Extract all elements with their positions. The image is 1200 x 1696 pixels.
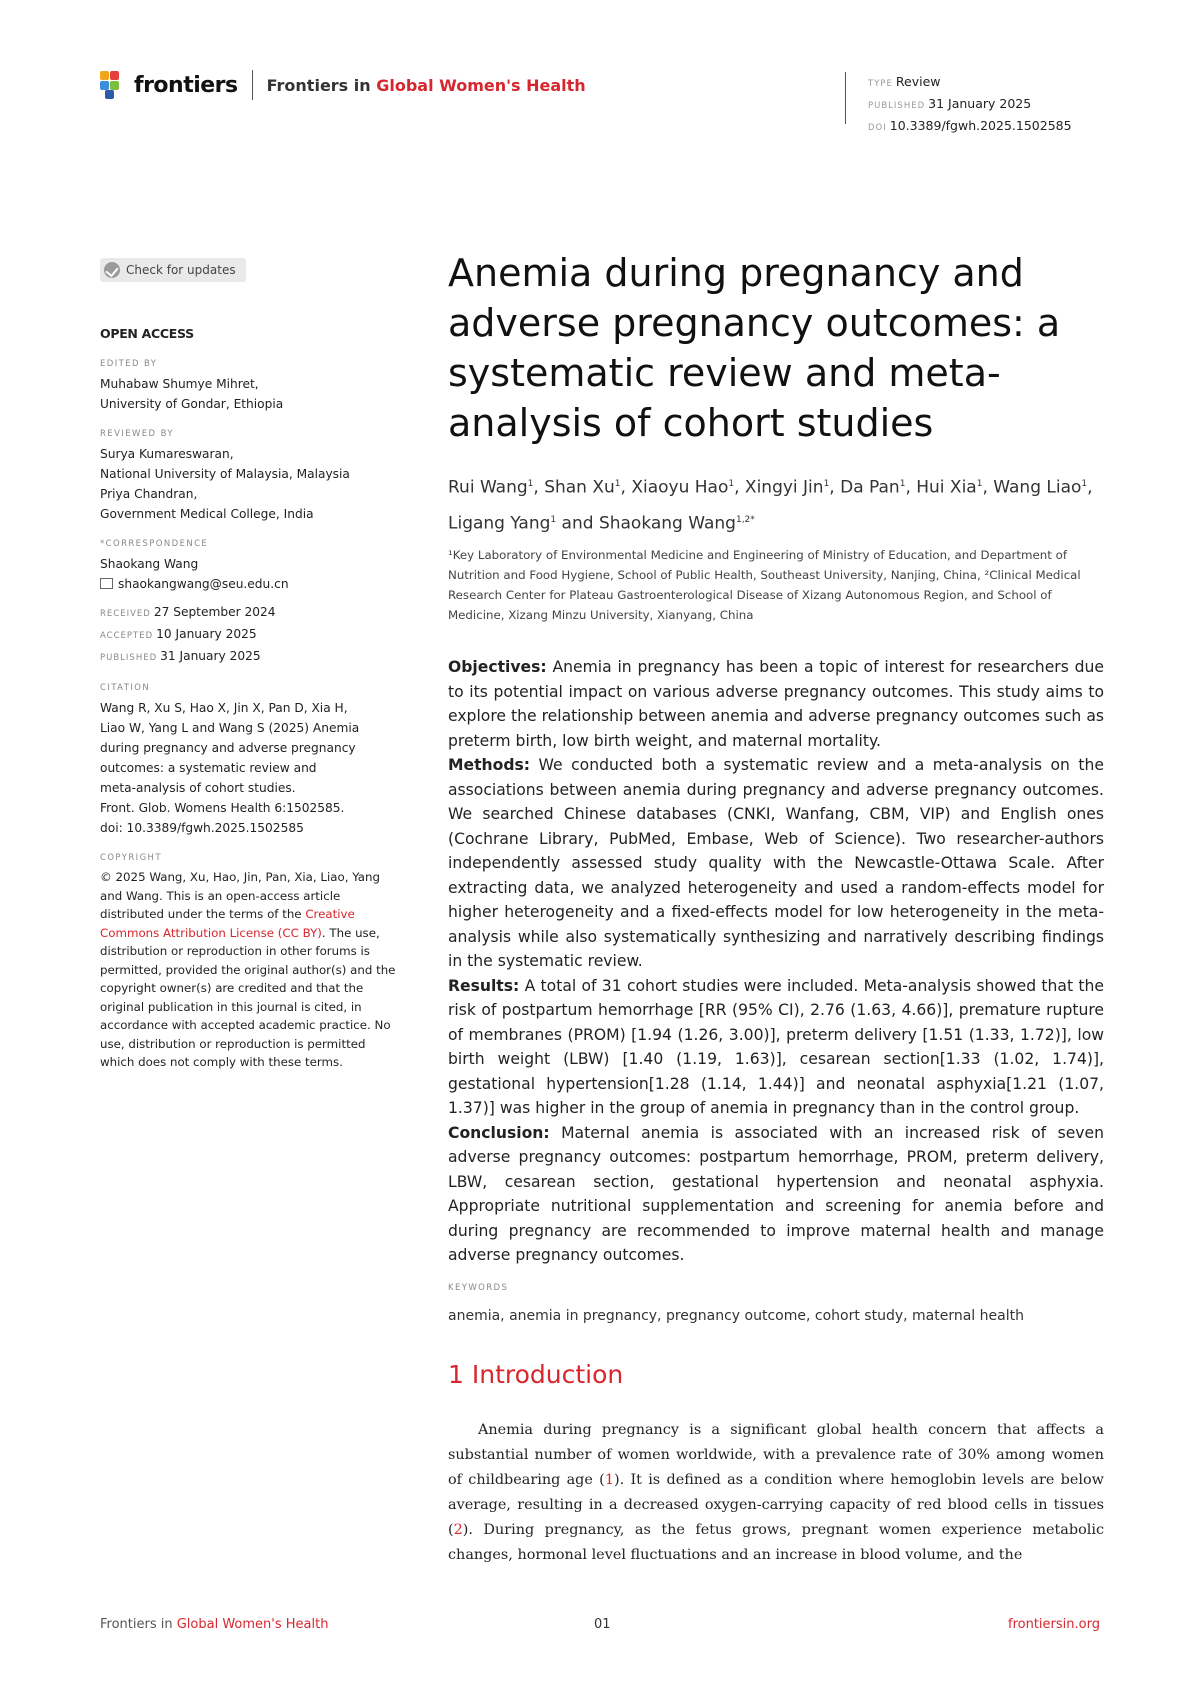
- correspondence-email[interactable]: shaokangwang@seu.edu.cn: [118, 577, 289, 591]
- published-date: 31 January 2025: [160, 649, 261, 663]
- author-name[interactable]: Xiaoyu Hao: [631, 477, 729, 498]
- mail-icon: [100, 578, 113, 589]
- edited-by-label: EDITED BY: [100, 359, 158, 369]
- abstract-objectives: [448, 655, 1104, 753]
- author-affil-sup: 1: [527, 479, 534, 489]
- affiliations: ¹Key Laboratory of Environmental Medicine and Engineering of Ministry of Education, and Department of Nutrition and Food Hygiene, School of Public Health, Southeast University, Nanjing, China, ²Clinical Medical Research Center for Plateau Gastroenterological Disease of Xizang Autonomous Region, and School of Medicine, Xizang Minzu University, Xianyang, China: [448, 548, 1081, 622]
- brand-name: frontiers: [134, 72, 238, 98]
- reference-link[interactable]: 1: [604, 1472, 614, 1488]
- article-title: Anemia during pregnancy and adverse pregnancy outcomes: a systematic review and meta-analysis of cohort studies: [448, 251, 1061, 445]
- author-name[interactable]: Rui Wang: [448, 477, 528, 498]
- check-updates-button[interactable]: [100, 258, 246, 282]
- open-access-label: OPEN ACCESS: [100, 326, 194, 341]
- copyright-text: [100, 868, 400, 1072]
- section-label: Conclusion:: [448, 1123, 550, 1142]
- author-affil-sup: 1: [899, 479, 906, 489]
- author-name[interactable]: Xingyi Jin: [744, 477, 824, 498]
- published-value: 31 January 2025: [928, 96, 1032, 111]
- author-name[interactable]: Shan Xu: [544, 477, 615, 498]
- editor-name: Muhabaw Shumye Mihret,: [100, 377, 259, 391]
- received-row: [100, 602, 400, 624]
- abstract: [448, 655, 1104, 1268]
- author-affil-sup: 1: [823, 479, 830, 489]
- reference-link[interactable]: 2: [453, 1522, 463, 1538]
- accepted-date: 10 January 2025: [156, 627, 257, 641]
- author-name[interactable]: Wang Liao: [993, 477, 1082, 498]
- author-name[interactable]: Ligang Yang: [448, 513, 551, 534]
- author-name[interactable]: Hui Xia: [916, 477, 977, 498]
- keywords: anemia, anemia in pregnancy, pregnancy outcome, cohort study, maternal health: [448, 1308, 1024, 1324]
- copyright-text-part: . The use, distribution or reproduction in other forums is permitted, provided the original author(s) and the copyright owner(s) are credited and that the original publication in this journal is cited, in accordance with accepted academic practice. No use, distribution or reproduction is permitted which does not comply with these terms.: [100, 925, 396, 1069]
- author-affil-sup: 1: [728, 479, 735, 489]
- correspondence-label: *CORRESPONDENCE: [100, 539, 209, 549]
- editor-affiliation: University of Gondar, Ethiopia: [100, 397, 284, 411]
- section-text: Maternal anemia is associated with an increased risk of seven adverse pregnancy outcomes: postpartum hemorrhage, PROM, preterm delivery, LBW, cesarean section, gestational hypertension and neonatal asphyxia. Appropriate nutritional supplementation and screening for anemia before and during pregnancy are recommended to improve maternal health and manage adverse pregnancy outcomes.: [448, 1123, 1104, 1264]
- author-list: Rui Wang$^1$, Shan Xu$^1$, Xiaoyu Hao$^1$, Xingyi Jin$^1$, Da Pan$^1$, Hui Xia$^1$, Wang Liao$^1$, Ligang Yang$^1$ and Shaokang Wang$^{1,2*}$: [448, 477, 1093, 534]
- author-name[interactable]: Shaokang Wang: [598, 513, 736, 534]
- correspondence-email-row[interactable]: [100, 574, 400, 594]
- reviewed-by-label: REVIEWED BY: [100, 429, 174, 439]
- footer-website-link[interactable]: frontiersin.org: [1008, 1617, 1100, 1632]
- published-row: [100, 646, 400, 668]
- abstract-methods: [448, 753, 1104, 974]
- abstract-results: [448, 974, 1104, 1121]
- type-value: Review: [895, 74, 941, 89]
- reviewer-affiliation: National University of Malaysia, Malaysia: [100, 467, 350, 481]
- citation-line: doi: 10.3389/fgwh.2025.1502585: [100, 821, 304, 835]
- author-affil-sup: 1: [550, 514, 557, 525]
- published-label: PUBLISHED: [868, 101, 926, 111]
- journal-logo[interactable]: [100, 70, 586, 100]
- author-affil-sup: 1: [976, 479, 983, 489]
- author-name[interactable]: Da Pan: [840, 477, 900, 498]
- citation-line: during pregnancy and adverse pregnancy: [100, 741, 356, 755]
- section-text: A total of 31 cohort studies were included. Meta-analysis showed that the risk of postpartum hemorrhage [RR (95% CI), 2.76 (1.63, 4.66)], premature rupture of membranes (PROM) [1.94 (1.26, 3.00)], preterm delivery [1.51 (1.33, 1.72)], low birth weight (LBW) [1.40 (1.19, 1.63)], cesarean section[1.33 (1.02, 1.74)], gestational hypertension[1.28 (1.14, 1.44)] and neonatal asphyxia[1.21 (1.07, 1.37)] was higher in the group of anemia in pregnancy than in the control group.: [448, 976, 1104, 1117]
- section-heading: 1 Introduction: [448, 1360, 624, 1389]
- body-text: ). During pregnancy, as the fetus grows, pregnant women experience metabolic changes, hormonal level fluctuations and an increase in blood volume, and the: [448, 1522, 1104, 1563]
- check-icon: [104, 262, 120, 278]
- body-text: ). It is defined as a condition where hemoglobin levels are below average, resulting in a decreased oxygen-carrying capacity of red blood cells in tissues (: [448, 1472, 1104, 1538]
- doi-link[interactable]: 10.3389/fgwh.2025.1502585: [889, 118, 1072, 133]
- copyright-text-part: © 2025 Wang, Xu, Hao, Jin, Pan, Xia, Liao, Yang and Wang. This is an open-access article distributed under the terms of the: [100, 870, 380, 921]
- citation-label: CITATION: [100, 683, 151, 693]
- article-meta: [845, 72, 1072, 133]
- copyright-label: COPYRIGHT: [100, 853, 162, 863]
- section-label: Methods:: [448, 756, 531, 774]
- section-label: Results:: [448, 976, 520, 995]
- correspondence-name: Shaokang Wang: [100, 557, 199, 571]
- citation-line: Wang R, Xu S, Hao X, Jin X, Pan D, Xia H,: [100, 701, 348, 715]
- reviewer-name: Priya Chandran,: [100, 487, 198, 501]
- footer-journal-name: Global Women's Health: [176, 1617, 329, 1632]
- citation-text: [100, 698, 400, 838]
- header-divider: [252, 70, 253, 100]
- doi-label: DOI: [868, 123, 887, 133]
- author-affil-sup: 1: [1081, 479, 1088, 489]
- sidebar: [100, 258, 400, 1072]
- accepted-row: [100, 624, 400, 646]
- section-text: Anemia in pregnancy has been a topic of interest for researchers due to its potential impact on various adverse pregnancy outcomes. This study aims to explore the relationship between anemia and adverse pregnancy outcomes such as preterm birth, low birth weight, and maternal mortality.: [448, 658, 1104, 750]
- abstract-conclusion: [448, 1121, 1104, 1268]
- published-label: PUBLISHED: [100, 653, 158, 663]
- citation-line: outcomes: a systematic review and: [100, 761, 317, 775]
- footer-prefix: Frontiers in: [100, 1617, 177, 1632]
- check-updates-label: Check for updates: [126, 263, 236, 277]
- section-text: We conducted both a systematic review and a meta-analysis on the associations between anemia during pregnancy and adverse pregnancy outcomes. We searched Chinese databases (CNKI, Wanfang, CBM, VIP) and English ones (Cochrane Library, PubMed, Embase, Web of Science). Two researcher-authors independently assessed study quality with the Newcastle-Ottawa Scale. After extracting data, we analyzed heterogeneity and used a random-effects model for higher heterogeneity and a fixed-effects model for low heterogeneity in the meta-analysis while also systematically synthesizing and narratively describing findings in the systematic review.: [448, 756, 1104, 970]
- accepted-label: ACCEPTED: [100, 631, 154, 641]
- intro-paragraph: [448, 1418, 1104, 1568]
- citation-line: Liao W, Yang L and Wang S (2025) Anemia: [100, 721, 360, 735]
- reviewer-name: Surya Kumareswaran,: [100, 447, 234, 461]
- received-date: 27 September 2024: [153, 605, 276, 619]
- section-label: Objectives:: [448, 658, 547, 676]
- keywords-label: KEYWORDS: [448, 1283, 509, 1293]
- author-affil-sup: 1,2*: [735, 514, 755, 525]
- journal-title: Frontiers in Global Women's Health: [266, 75, 586, 95]
- author-affil-sup: 1: [614, 479, 621, 489]
- reviewer-affiliation: Government Medical College, India: [100, 507, 314, 521]
- footer-journal[interactable]: [100, 1617, 328, 1632]
- page-number: 01: [594, 1617, 611, 1632]
- body-text: Anemia during pregnancy is a significant global health concern that affects a substantial number of women worldwide, with a prevalence rate of 30% among women of childbearing age (: [448, 1422, 1104, 1488]
- citation-line: Front. Glob. Womens Health 6:1502585.: [100, 801, 345, 815]
- received-label: RECEIVED: [100, 609, 151, 619]
- frontiers-logo-icon: [100, 71, 128, 99]
- license-link[interactable]: Creative Commons Attribution License (CC BY): [100, 907, 355, 940]
- type-label: TYPE: [868, 79, 893, 89]
- citation-line: meta-analysis of cohort studies.: [100, 781, 296, 795]
